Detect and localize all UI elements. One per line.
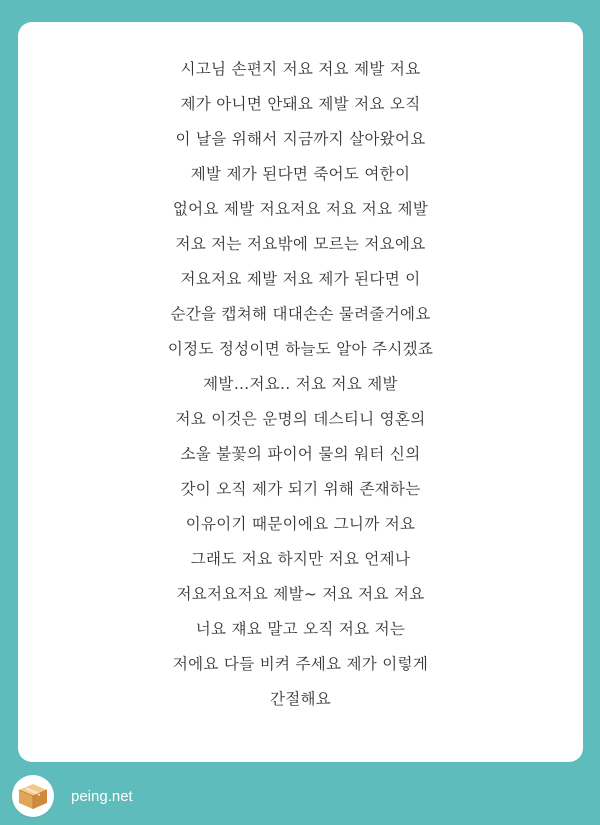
question-line: 제발 제가 된다면 죽어도 여한이 [190,165,411,183]
question-text [18,52,583,717]
question-line: 너요 쟤요 말고 오직 저요 저는 [195,620,406,638]
question-card [18,22,583,762]
question-line: 순간을 캡쳐해 대대손손 물려줄거에요 [170,305,431,323]
question-line: 간절해요 [269,690,332,708]
question-line: 저요 저는 저요밖에 모르는 저요에요 [175,235,426,253]
question-line: 이 날을 위해서 지금까지 살아왔어요 [175,130,426,148]
site-name[interactable]: peing.net [71,787,133,805]
question-line: 그래도 저요 하지만 저요 언제나 [190,550,411,568]
question-line: 저요 이것은 운명의 데스티니 영혼의 [175,410,426,428]
question-line: 이정도 정성이면 하늘도 알아 주시겠죠 [167,340,434,358]
question-line: 갓이 오직 제가 되기 위해 존재하는 [180,480,421,498]
footer [12,774,133,818]
question-line: 제발…저요.. 저요 저요 제발 [203,375,398,393]
question-line: 이유이기 때문이에요 그니까 저요 [185,515,416,533]
question-line: 소울 불꽃의 파이어 물의 워터 신의 [180,445,421,463]
question-line: 제가 아니면 안돼요 제발 저요 오직 [180,95,421,113]
question-line: 저요저요저요 제발~ 저요 저요 저요 [176,585,425,603]
question-line: 시고님 손편지 저요 저요 제발 저요 [180,60,421,78]
question-line: 저요저요 제발 저요 제가 된다면 이 [180,270,421,288]
question-line: 저에요 다들 비켜 주세요 제가 이렇게 [172,655,429,673]
box-icon[interactable] [12,775,54,817]
question-line: 없어요 제발 저요저요 저요 저요 제발 [172,200,429,218]
